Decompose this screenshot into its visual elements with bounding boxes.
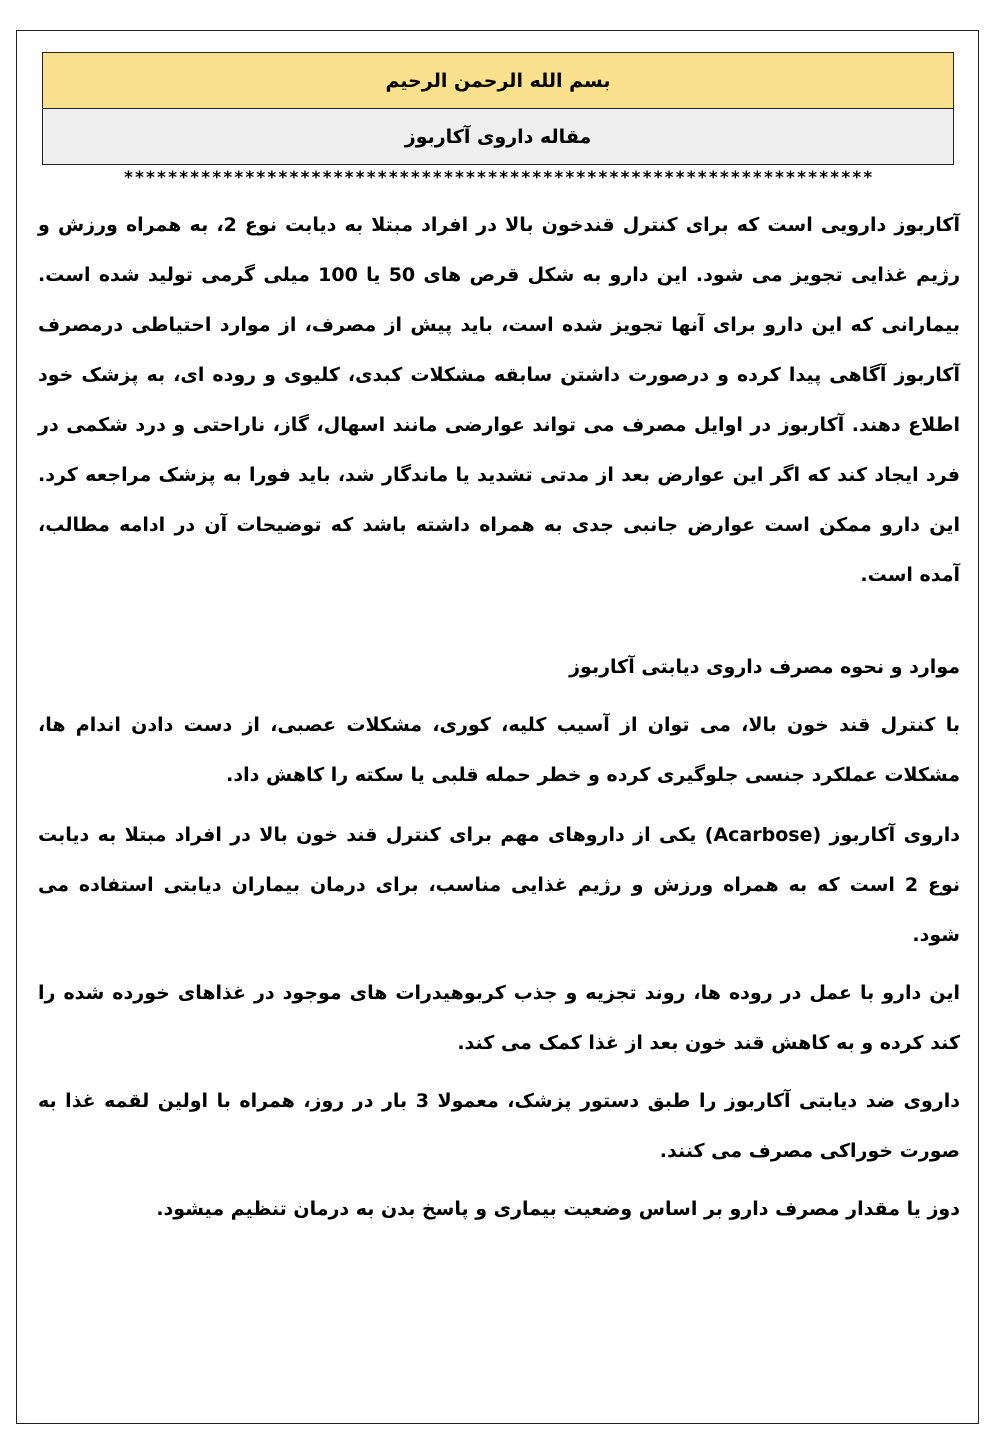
- page-title: مقاله داروی آکاربوز: [404, 125, 592, 148]
- paragraph-dosage: داروی ضد دیابتی آکاربوز را طبق دستور پزشک، معمولا 3 بار در روز، همراه با اولین لقمه غذا به صورت خوراکی مصرف می کنند.: [38, 1090, 960, 1162]
- star-separator: ********************************************************************: [123, 168, 874, 188]
- basmala-text: بسم الله الرحمن الرحیم: [385, 69, 611, 92]
- basmala-row: [43, 53, 953, 109]
- paragraph-mechanism: این دارو با عمل در روده ها، روند تجزیه و جذب کربوهیدرات های موجود در غذاهای خورده شده را کند کرده و به کاهش قند خون بعد از غذا کمک می کند.: [38, 982, 960, 1054]
- title-row: [43, 109, 953, 164]
- paragraph-acarbose: داروی آکاربوز (Acarbose) یکی از داروهای مهم برای کنترل قند خون بالا در افراد مبتلا به دیابت نوع 2 است که به همراه ورزش و رژیم غذایی مناسب، برای درمان بیماران دیابتی استفاده می شود.: [38, 824, 961, 946]
- paragraph-benefits: با کنترل قند خون بالا، می توان از آسیب کلیه، کوری، مشکلات عصبی، از دست دادن اندام ها، مشکلات عملکرد جنسی جلوگیری کرده و خطر حمله قلبی یا سکته را کاهش داد.: [38, 714, 960, 786]
- section-heading: موارد و نحوه مصرف داروی دیابتی آکاربوز: [569, 656, 960, 678]
- header-table: [42, 52, 954, 165]
- paragraph-dose-adjust: دوز یا مقدار مصرف دارو بر اساس وضعیت بیماری و پاسخ بدن به درمان تنظیم میشود.: [156, 1198, 960, 1220]
- article-body: [38, 200, 960, 1234]
- intro-paragraph: آکاربوز دارویی است که برای کنترل قندخون بالا در افراد مبتلا به دیابت نوع 2، به همراه ورزش و رژیم غذایی تجویز می شود. این دارو به شکل قرص های 50 یا 100 میلی گرمی تولید شده است. بیمارانی که این دارو برای آنها تجویز شده است، باید پیش از مصرف، از موارد احتیاطی درمصرف آکاربوز آگاهی پیدا کرده و درصورت داشتن سابقه مشکلات کبدی، کلیوی و روده ای، به پزشک خود اطلاع دهند. آکاربوز در اوایل مصرف می تواند عوارضی مانند اسهال، گاز، ناراحتی و درد شکمی در فرد ایجاد کند که اگر این عوارض بعد از مدتی تشدید یا ماندگار شد، باید فورا به پزشک مراجعه کرد. این دارو ممکن است عوارض جانبی جدی به همراه داشته باشد که توضیحات آن در ادامه مطالب، آمده است.: [38, 214, 961, 586]
